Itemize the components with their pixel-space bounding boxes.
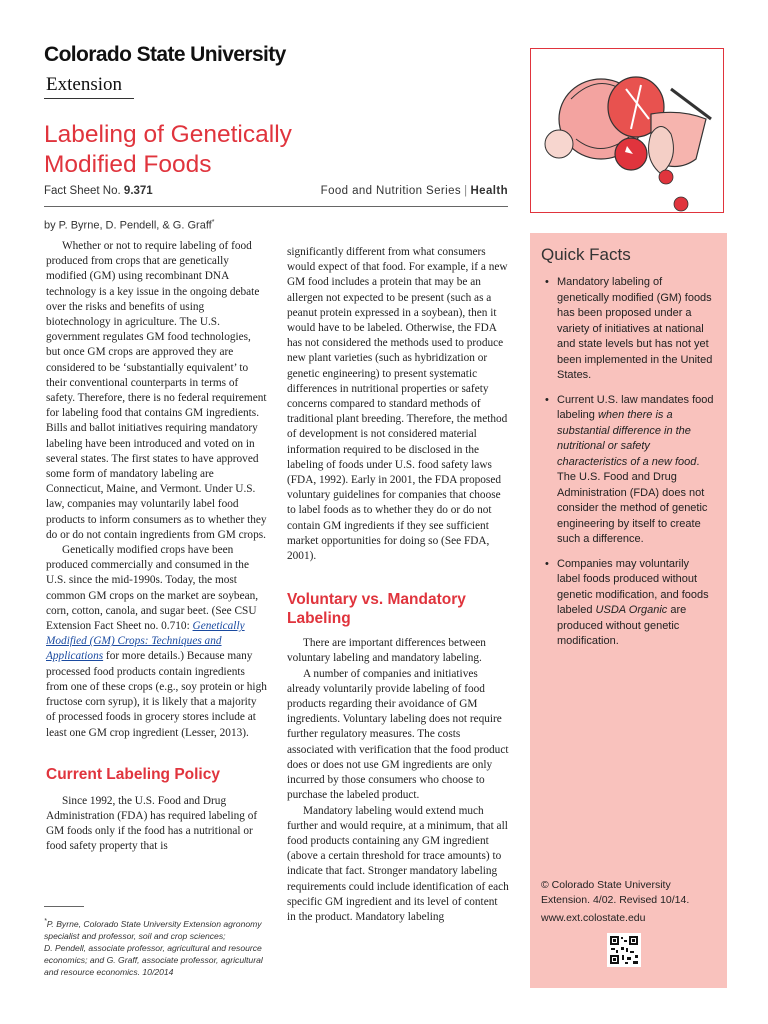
section-heading-line-1: Voluntary vs. Mandatory (287, 591, 466, 609)
series-category: Health (470, 185, 508, 197)
section-heading-current-policy: Current Labeling Policy (46, 765, 220, 783)
quick-facts-title: Quick Facts (541, 245, 631, 264)
title-line-2: Modified Foods (44, 151, 212, 178)
footnote-mark: * (44, 917, 47, 925)
col2-paragraph-4: Mandatory labeling would extend much further and would require, at a minimum, that all food products containing any GM ingredient (above a certain threshold for trace amounts) to indicate that fact. Stronger mandatory labeling requirements could include identification of each specific GM ingredient and its level of content in the product. Mandatory labeling (287, 804, 509, 923)
col2-paragraph-3: A number of companies and initiatives already voluntarily provide labeling of food products regarding their avoidance of GM ingredients. Voluntary labeling does not require further regulatory measures. The costs associated with verification that the food product does or does not use GM ingredients are only incurred by those consumers who choose to purchase the labeled product. (287, 667, 509, 802)
section-heading-voluntary-mandatory (287, 590, 509, 628)
fact-sheet-number: 9.371 (123, 185, 153, 197)
byline-text: by P. Byrne, D. Pendell, & G. Graff (44, 219, 212, 232)
footnote-divider (44, 906, 84, 907)
fact-sheet-number-label (44, 185, 153, 197)
logo-underline (44, 98, 134, 99)
copyright-text: © Colorado State University Extension. 4/02. Revised 10/14. (541, 879, 690, 906)
col2-paragraph-1: significantly different from what consumers would expect of that food. For example, if a new GM food includes a protein that may be an allergen not expected to be present (such as a peanut protein expressed in a soybean), then it would have to be labeled. Otherwise, the FDA has not considered the methods used to produce new plant varieties (such as hybridization or genetic engineering) to present systematic differences in nutritional properties or safety concerns compared to standard methods of traditional plant breeding. Therefore, the method of development is not considered material information required to be disclosed in the labeling of foods under U.S. food safety laws (FDA, 1992). Early in 2001, the FDA proposed voluntary guidelines for companies that choose to label foods as to whether they do or do not contain GM ingredients if they see sufficient market opportunities for doing so (See FDA, 2001). (287, 246, 508, 563)
title-line-1: Labeling of Genetically (44, 121, 292, 148)
col1-p2-end: for more details.) Because many processed food products contain ingredients from one of these crops (e.g., soy protein or high fructose corn syrup), it is likely that a majority of processed foods in grocery stores include at least one GM crop ingredient (Lesser, 2013). (46, 650, 267, 739)
author-footnote (44, 915, 274, 978)
quick-fact-1: • Mandatory labeling of genetically modified (GM) foods has been proposed under a variety of initiatives at national and state levels but has not yet been implemented in the United States. (541, 275, 715, 384)
quick-fact-3-emphasis: USDA Organic (595, 604, 668, 616)
extension-logo-text: Extension (46, 74, 122, 95)
quick-facts-list (541, 275, 715, 650)
fruit-bowl-illustration-icon (531, 49, 724, 213)
copyright-block (541, 878, 721, 926)
section-heading-line-2: Labeling (287, 610, 351, 628)
col1-paragraph-2 (46, 543, 268, 741)
meta-divider (44, 206, 508, 207)
gm-crops-fact-sheet-link[interactable]: Genetically Modified (GM) Crops: Techniques and Applications (46, 620, 245, 663)
fact-sheet-prefix: Fact Sheet No. (44, 185, 121, 197)
quick-fact-2-start: Current U.S. law mandates food labeling (557, 393, 714, 421)
quick-fact-3 (541, 557, 715, 650)
quick-fact-3-start: Companies may voluntarily label foods produced without genetic modification, and foods labeled (557, 557, 709, 616)
footnote-line-1-text: P. Byrne, Colorado State University Extension agronomy specialist and professor, soil and crop sciences; (44, 918, 262, 941)
university-logo-title: Colorado State University (44, 43, 286, 66)
byline-footnote-mark: * (211, 219, 215, 226)
footnote-line-1 (44, 915, 274, 942)
col2-paragraph-2: There are important differences between voluntary labeling and mandatory labeling. (287, 637, 486, 665)
col1-paragraph-1: Whether or not to require labeling of food produced from crops that are genetically modified (GM) using recombinant DNA technology is a key issue in the ongoing debate over the risks and benefits of using biotechnology in agriculture. The U.S. government regulates GM food technologies, but once GM crops are approved they are considered to be ‘substantially equivalent’ to their conventional counterparts in terms of safety. Therefore, there is no federal requirement for labeling food that contains GM ingredients. Bills and ballot initiatives requiring mandatory labeling have been introduced and voted on in several states. The first states to have approved some form of mandatory labeling are Connecticut, Maine, and Vermont. Under U.S. law, companies may voluntarily label food products to inform consumers as to whether they do or do not contain ingredients from GM crops. (46, 240, 267, 541)
quick-fact-2-end: . The U.S. Food and Drug Administration (FDA) does not consider the method of genetic engineering by itself to create such a difference. (557, 455, 708, 545)
quick-fact-2-emphasis: when there is a substantial difference in the nutritional or safety characteristics of a new food (557, 409, 697, 468)
series-label (321, 185, 508, 197)
quick-facts-panel (530, 233, 727, 988)
qr-code-icon (607, 933, 641, 967)
quick-fact-2 (541, 393, 715, 548)
author-byline (44, 219, 214, 232)
series-separator: | (464, 185, 468, 197)
col1-paragraph-3: Since 1992, the U.S. Food and Drug Administration (FDA) has required labeling of GM foods only if the food has a nutritional or food safety property that is (46, 794, 258, 853)
fact-sheet-meta (44, 185, 508, 201)
body-column-1 (46, 239, 268, 855)
food-illustration (530, 48, 724, 213)
col1-p2-start: Genetically modified crops have been produced commercially and consumed in the U.S. since the mid-1990s. Today, the most common GM crops on the market are soybean, corn, cotton, canola, and sugar beet. (See CSU Extension Fact Sheet no. 0.710: (46, 544, 259, 633)
footnote-line-2: D. Pendell, associate professor, agricultural and resource economics; and G. Graff, associate professor, agricultural and resource economics. 10/2014 (44, 942, 263, 977)
body-column-2 (287, 245, 509, 925)
quick-fact-3-end: are produced without genetic modification. (557, 604, 687, 647)
website-link[interactable]: www.ext.colostate.edu (541, 912, 646, 924)
document-title (44, 120, 484, 180)
series-name: Food and Nutrition Series (320, 185, 462, 197)
